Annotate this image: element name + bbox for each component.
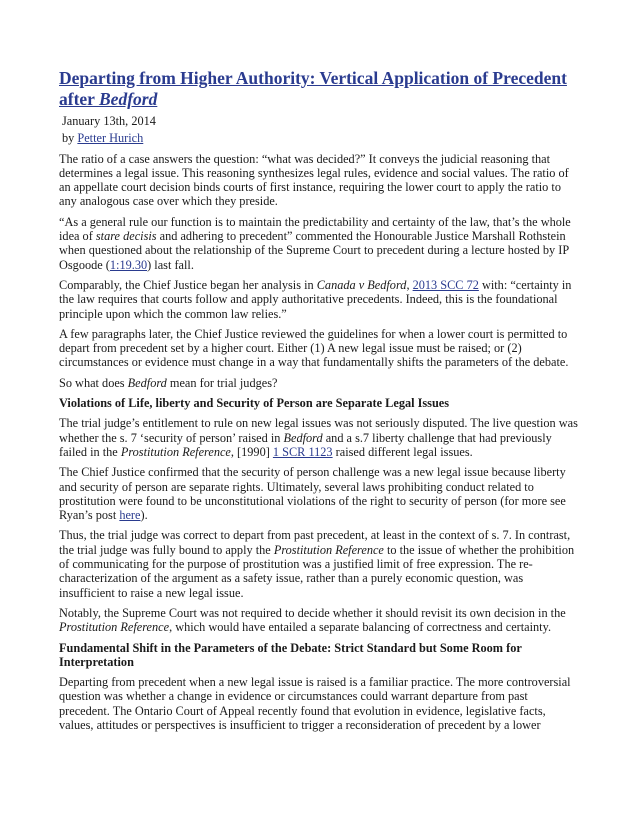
emphasis-case-name: Canada v Bedford	[316, 277, 407, 292]
article-date: January 13th, 2014	[62, 114, 156, 128]
emphasis-prostitution-reference: Prostitution Reference	[59, 620, 170, 635]
article-title[interactable]	[59, 68, 581, 110]
paragraph-question	[59, 376, 581, 390]
paragraph-chief-justice	[59, 278, 581, 321]
article-meta	[59, 114, 581, 146]
citation-link-scc[interactable]: 2013 SCC 72	[412, 277, 479, 292]
article-byline	[62, 131, 581, 145]
text-run: Comparably, the Chief Justice began her analysis in	[59, 277, 317, 292]
text-run: Notably, the Supreme Court was not required to decide whether it should revisit its own decision in the	[59, 605, 566, 620]
text-run: with: “certainty in the law requires that courts follow and apply authoritative precedents. Indeed, this is the foundational principle upon which the common law relies.”	[59, 277, 572, 321]
timestamp-link[interactable]: 1:19.30	[109, 257, 148, 272]
text-run: ) last fall.	[147, 257, 194, 272]
paragraph-ratio: The ratio of a case answers the question: “what was decided?” It conveys the judicial reasoning that determines a legal issue. This reasoning synthesizes legal rules, evidence and social values. The ratio of an appellate court decision binds courts of first instance, requiring the lower court to apply the ratio to any analogous case over which they preside.	[59, 151, 569, 209]
text-run: Thus, the trial judge was correct to depart from past precedent, at least in the context of s. 7. In contrast, the trial judge was fully bound to apply the	[59, 528, 571, 557]
paragraph-rothstein-quote	[59, 215, 581, 272]
paragraph-departing-precedent: Departing from precedent when a new legal issue is raised is a familiar practice. The more controversial question was whether a change in evidence or circumstances could warrant departure from past precedent. The Ontario Court of Appeal recently found that evolution in evidence, legislative facts, values, attitudes or perspectives is insufficient to trigger a reconsideration of precedent by a lower	[59, 675, 571, 732]
text-run: raised different legal issues.	[332, 444, 473, 459]
text-run: So what does	[59, 375, 128, 390]
text-run: and a s.7 liberty challenge that had previously failed in the	[59, 430, 552, 459]
text-run: to the issue of whether the prohibition of communicating for the purpose of prostitution was a justified limit of free expression. The re-characterization of the argument as a safety issue, rather than a purely economic question, was insufficient to raise a new legal issue.	[59, 542, 575, 600]
article	[59, 68, 581, 732]
section-heading-legal-issues: Violations of Life, liberty and Security of Person are Separate Legal Issues	[59, 396, 450, 411]
text-run: , which would have entailed a separate balancing of correctness and certainty.	[169, 620, 552, 635]
citation-link-scr[interactable]: 1 SCR 1123	[272, 444, 333, 459]
paragraph-security-of-person	[59, 465, 581, 522]
article-title-emphasis[interactable]: Bedford	[99, 89, 158, 109]
author-link[interactable]: Petter Hurich	[77, 131, 144, 146]
ryans-post-link[interactable]: here	[119, 508, 141, 523]
article-title-text[interactable]: Departing from Higher Authority: Vertical Application of Precedent after	[59, 68, 567, 109]
text-run: The trial judge’s entitlement to rule on new legal issues was not seriously disputed. The live question was whether the s. 7 ‘security of person’ raised in	[59, 416, 578, 445]
text-run: , [1990]	[230, 444, 273, 459]
emphasis-bedford: Bedford	[283, 430, 323, 445]
section-heading-fundamental-shift: Fundamental Shift in the Parameters of the Debate: Strict Standard but Some Room for Interpretation	[59, 640, 522, 669]
emphasis-stare-decisis: stare decisis	[95, 229, 157, 244]
text-run: “As a general rule our function is to maintain the predictability and certainty of the law, that’s the whole idea of	[59, 214, 571, 244]
paragraph-trial-judge	[59, 416, 581, 459]
paragraph-supreme-court	[59, 606, 581, 635]
byline-prefix: by	[62, 131, 78, 146]
emphasis-bedford: Bedford	[127, 375, 167, 390]
emphasis-prostitution-reference: Prostitution Reference	[273, 542, 384, 557]
text-run: ,	[406, 277, 413, 292]
emphasis-prostitution-reference: Prostitution Reference	[120, 444, 231, 459]
paragraph-guidelines: A few paragraphs later, the Chief Justice reviewed the guidelines for when a lower court is permitted to depart from precedent set by a higher court. Either (1) A new legal issue must be raised; or (2) circumstances or evidence must change in a way that fundamentally shifts the parameters of the debate.	[59, 326, 569, 370]
text-run: and adhering to precedent” commented the Honourable Justice Marshall Rothstein when questioned about the relationship of the Supreme Court to precedent during a lecture hosted by IP Osgoode (	[59, 229, 569, 272]
paragraph-bound-to-apply	[59, 528, 581, 599]
text-run: The Chief Justice confirmed that the security of person challenge was a new legal issue because liberty and security of person are separate rights. Ultimately, several laws prohibiting conduct related to prostitution were found to be unconstitutional violations of the right to security of person (for more see Ryan’s post	[59, 465, 566, 523]
text-run: ).	[140, 508, 148, 523]
text-run: mean for trial judges?	[166, 375, 278, 390]
